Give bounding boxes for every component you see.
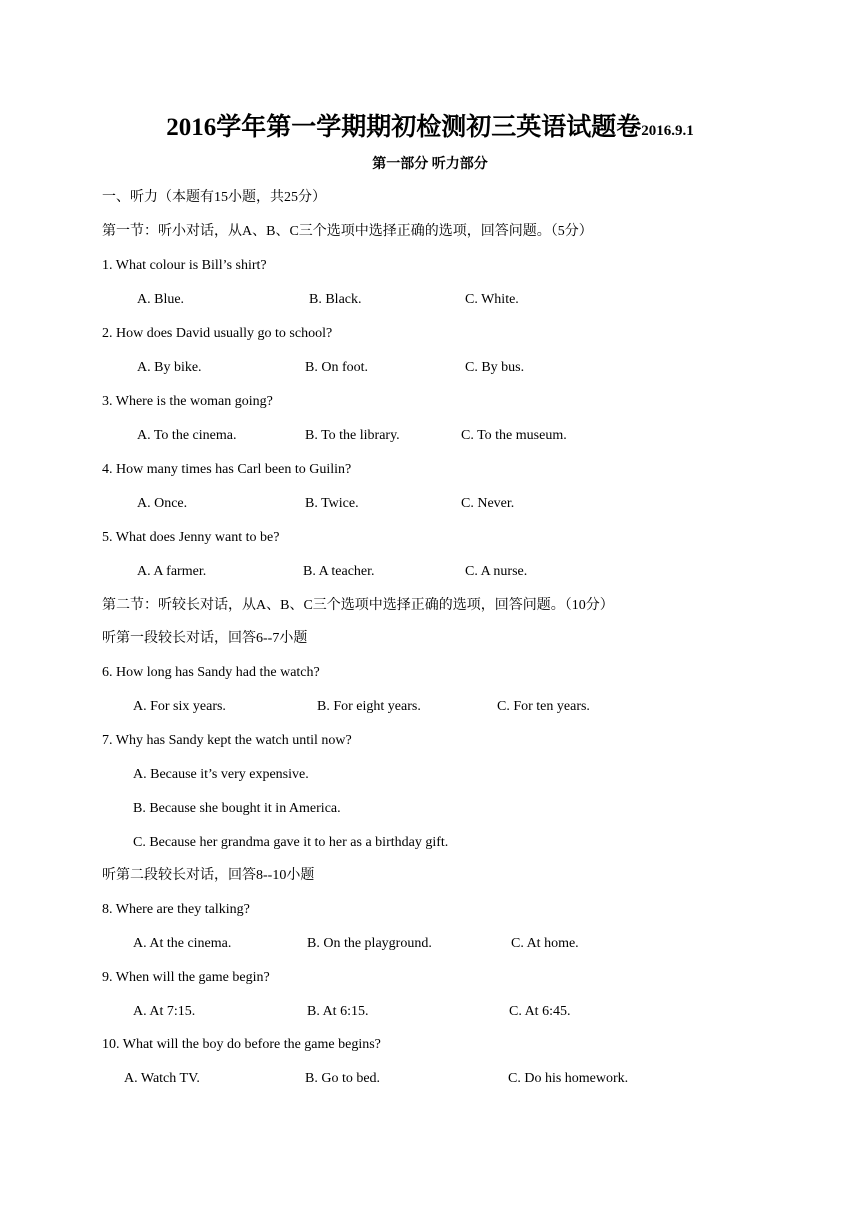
question-9-option-a: A. At 7:15. [133,1004,196,1019]
dialog1-note: 听第一段较长对话，回答6--7小题 [102,631,308,646]
dialog2-note: 听第二段较长对话，回答8--10小题 [102,868,315,883]
question-6-option-b: B. For eight years. [317,699,421,714]
exam-title-text: 2016学年第一学期期初检测初三英语试题卷 [166,114,642,141]
question-4: 4. How many times has Carl been to Guilin? [102,462,352,477]
part-heading: 第一部分 听力部分 [372,157,488,172]
question-8: 8. Where are they talking? [102,902,250,917]
question-3-option-c: C. To the museum. [461,428,567,443]
question-9: 9. When will the game begin? [102,970,270,985]
question-1-option-a: A. Blue. [137,292,185,307]
exam-title [0,111,860,148]
question-3-option-b: B. To the library. [305,428,400,443]
question-4-option-a: A. Once. [137,496,188,511]
question-7-option-a: A. Because it’s very expensive. [133,767,309,782]
question-2-option-a: A. By bike. [137,360,202,375]
part2-instructions: 第二节：听较长对话，从A、B、C三个选项中选择正确的选项，回答问题。（10分） [102,598,614,613]
question-6: 6. How long has Sandy had the watch? [102,665,320,680]
question-3: 3. Where is the woman going? [102,394,273,409]
question-7-option-c: C. Because her grandma gave it to her as a birthday gift. [133,835,449,850]
section-listening-heading: 一、听力（本题有15小题，共25分） [102,190,326,205]
question-5-option-b: B. A teacher. [303,564,375,579]
question-10-option-a: A. Watch TV. [124,1071,200,1086]
question-5-option-a: A. A farmer. [137,564,207,579]
question-4-option-c: C. Never. [461,496,515,511]
question-10: 10. What will the boy do before the game begins? [102,1037,381,1052]
question-3-option-a: A. To the cinema. [137,428,237,443]
question-10-option-c: C. Do his homework. [508,1071,629,1086]
question-1-option-c: C. White. [465,292,519,307]
question-10-option-b: B. Go to bed. [305,1071,381,1086]
question-7: 7. Why has Sandy kept the watch until now? [102,733,352,748]
question-2-option-b: B. On foot. [305,360,368,375]
question-4-option-b: B. Twice. [305,496,359,511]
question-9-option-b: B. At 6:15. [307,1004,369,1019]
question-2: 2. How does David usually go to school? [102,326,333,341]
question-8-option-a: A. At the cinema. [133,936,232,951]
question-7-option-b: B. Because she bought it in America. [133,801,341,816]
question-5-option-c: C. A nurse. [465,564,528,579]
question-1: 1. What colour is Bill’s shirt? [102,258,267,273]
question-1-option-b: B. Black. [309,292,362,307]
question-2-option-c: C. By bus. [465,360,525,375]
exam-date: 2016.9.1 [641,123,694,139]
part1-instructions: 第一节：听小对话，从A、B、C三个选项中选择正确的选项，回答问题。（5分） [102,224,593,239]
question-6-option-c: C. For ten years. [497,699,590,714]
question-8-option-c: C. At home. [511,936,579,951]
question-9-option-c: C. At 6:45. [509,1004,571,1019]
question-5: 5. What does Jenny want to be? [102,530,280,545]
question-6-option-a: A. For six years. [133,699,226,714]
question-8-option-b: B. On the playground. [307,936,432,951]
